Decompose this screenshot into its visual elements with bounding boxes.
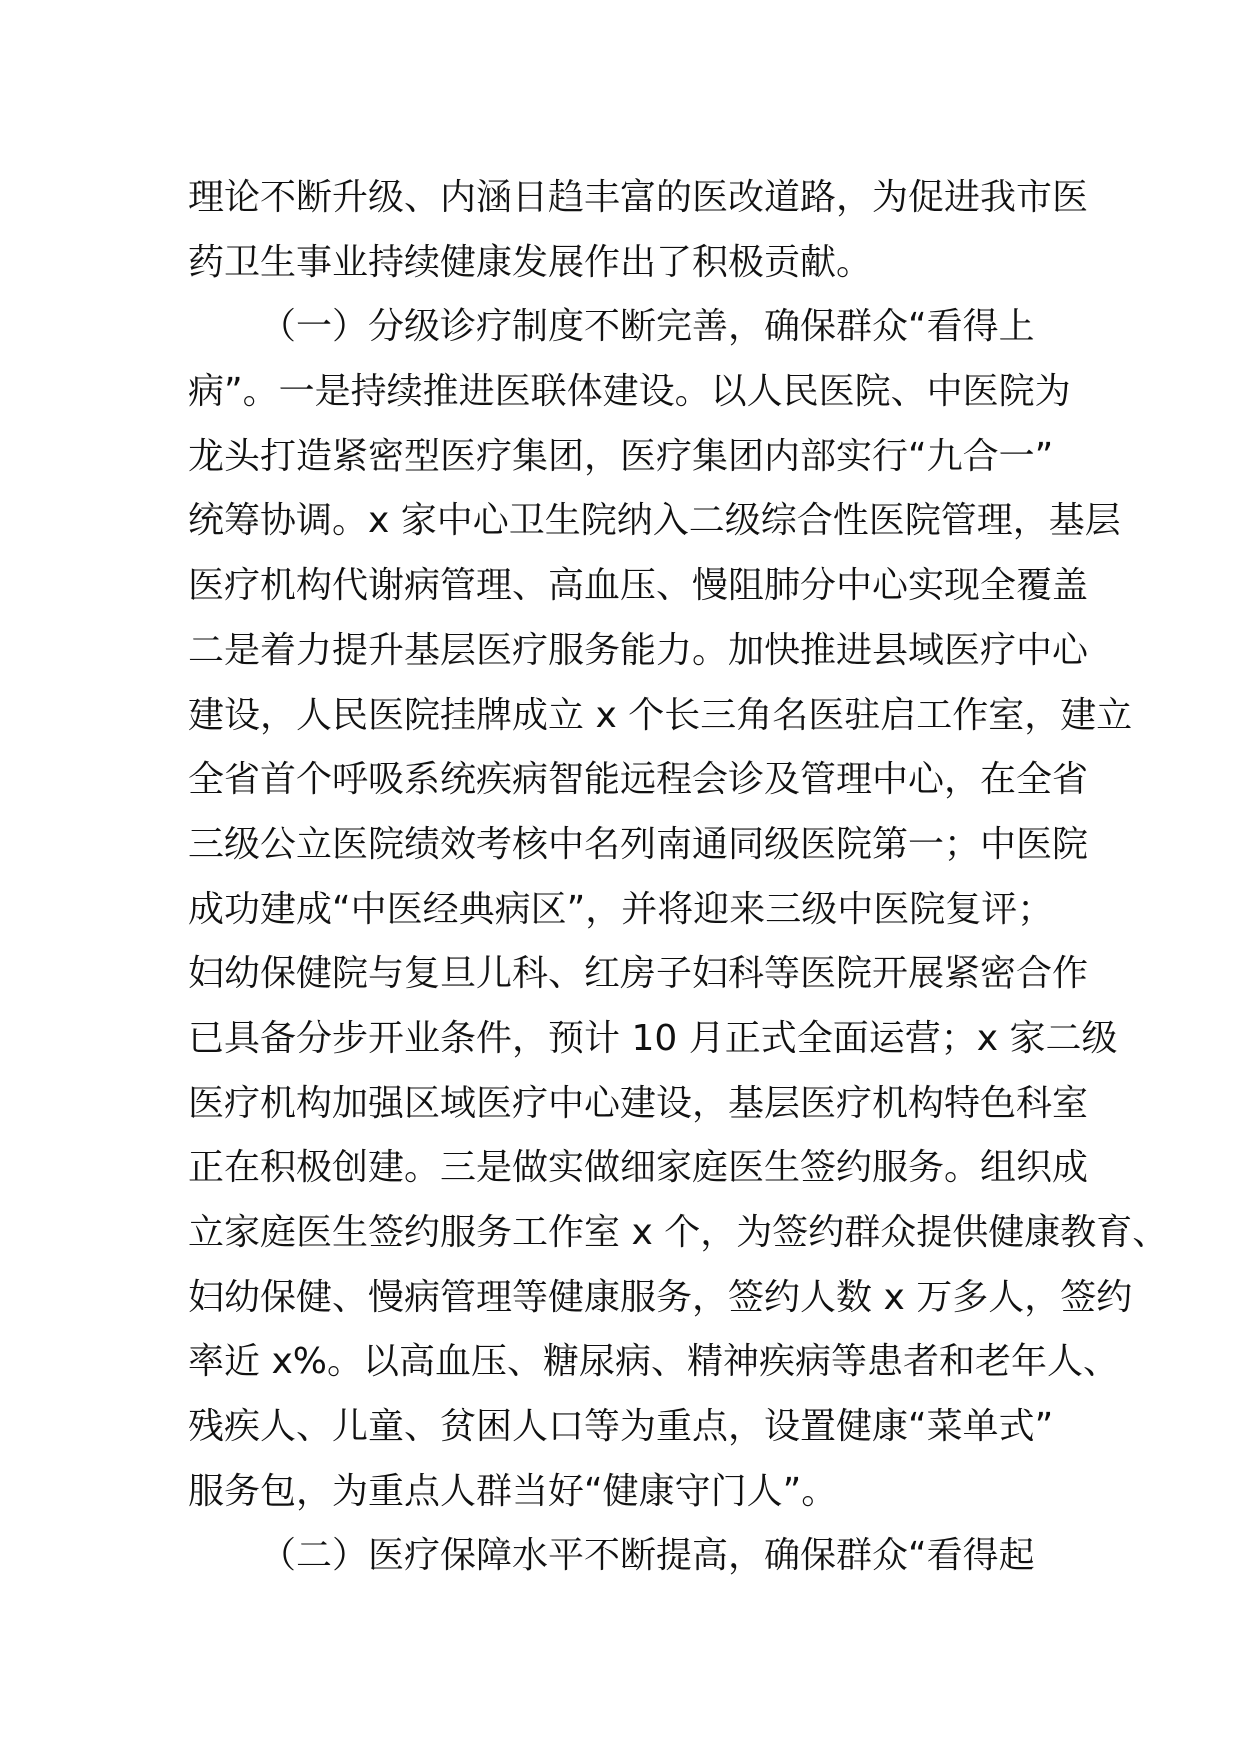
text-line: 药卫生事业持续健康发展作出了积极贡献。: [188, 241, 873, 283]
text-line: 率近 x%。以高血压、糖尿病、精神疾病等患者和老年人、: [188, 1341, 1119, 1383]
text-line: 成功建成“中医经典病区”，并将迎来三级中医院复评；: [188, 888, 1054, 930]
text-line: 全省首个呼吸系统疾病智能远程会诊及管理中心，在全省: [188, 759, 1089, 801]
text-line: 医疗机构代谢病管理、高血压、慢阻肺分中心实现全覆盖: [188, 565, 1089, 607]
text-line: 建设，人民医院挂牌成立 x 个长三角名医驻启工作室，建立: [188, 694, 1133, 736]
text-line: （二）医疗保障水平不断提高，确保群众“看得起: [260, 1535, 1035, 1577]
text-line: 理论不断升级、内涵日趋丰富的医改道路，为促进我市医: [188, 177, 1089, 218]
text-line: （一）分级诊疗制度不断完善，确保群众“看得上: [260, 306, 1035, 348]
text-line: 立家庭医生签约服务工作室 x 个，为签约群众提供健康教育、: [188, 1212, 1169, 1253]
text-line: 已具备分步开业条件，预计 10 月正式全面运营；x 家二级: [188, 1017, 1118, 1059]
text-line: 医疗机构加强区域医疗中心建设，基层医疗机构特色科室: [188, 1082, 1089, 1124]
text-line: 妇幼保健院与复旦儿科、红房子妇科等医院开展紧密合作: [188, 953, 1089, 995]
text-line: 残疾人、儿童、贫困人口等为重点，设置健康“菜单式”: [188, 1406, 1054, 1448]
text-line: 三级公立医院绩效考核中名列南通同级医院第一；中医院: [188, 823, 1089, 865]
document-body: [188, 166, 1169, 1589]
text-line: 龙头打造紧密型医疗集团，医疗集团内部实行“九合一”: [188, 435, 1054, 477]
text-line: 统筹协调。x 家中心卫生院纳入二级综合性医院管理，基层: [188, 500, 1121, 542]
text-line: 妇幼保健、慢病管理等健康服务，签约人数 x 万多人，签约: [188, 1276, 1133, 1318]
text-line: 病”。一是持续推进医联体建设。以人民医院、中医院为: [188, 371, 1071, 413]
text-line: 服务包，为重点人群当好“健康守门人”。: [188, 1470, 838, 1512]
text-line: 正在积极创建。三是做实做细家庭医生签约服务。组织成: [188, 1147, 1089, 1189]
text-line: 二是着力提升基层医疗服务能力。加快推进县域医疗中心: [188, 629, 1089, 671]
